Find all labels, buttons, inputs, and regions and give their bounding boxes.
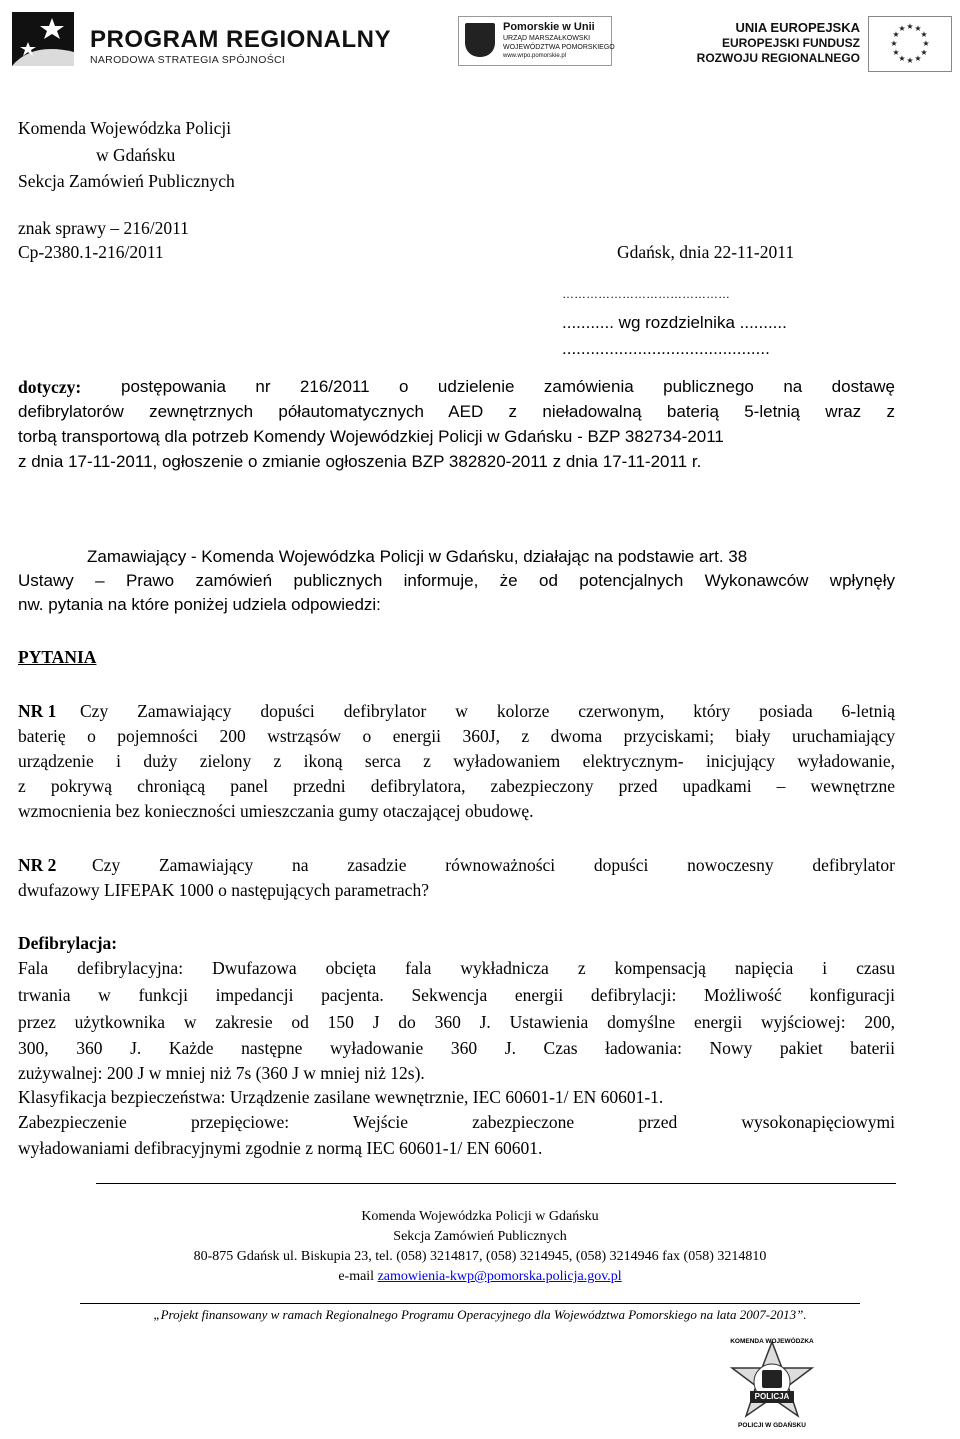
- case-label: znak sprawy – 216/2011: [18, 218, 189, 238]
- case-ref: Cp-2380.1-216/2011: [18, 242, 164, 262]
- pomorskie-title: Pomorskie w Unii: [503, 21, 595, 33]
- eu-flag-icon: [868, 16, 952, 72]
- defib-line8: wyładowaniami defibracyjnymi zgodnie z normą IEC 60601-1/ EN 60601.: [18, 1138, 543, 1158]
- svg-text:★: ★: [914, 54, 922, 63]
- q1-line3: urządzenie i duży zielony z ikoną serca z wyładowaniem elektrycznym- inicjujący wyładowanie,: [18, 751, 895, 771]
- footer-email-label: e-mail: [338, 1269, 378, 1284]
- ue-line3: ROZWOJU REGIONALNEGO: [696, 51, 860, 65]
- q2-line1: Czy Zamawiający na zasadzie równoważności dopuści nowoczesny defibrylator: [92, 855, 895, 875]
- police-star-icon: [726, 1338, 818, 1434]
- intro-line1: Zamawiający - Komenda Wojewódzka Policji w Gdańsku, działając na podstawie art. 38: [87, 547, 748, 566]
- svg-text:★: ★: [922, 39, 930, 48]
- intro-line2: Ustawy – Prawo zamówień publicznych informuje, że od potencjalnych Wykonawców wpłynęły: [18, 571, 895, 590]
- defib-heading: Defibrylacja:: [18, 933, 118, 953]
- program-subtitle: NARODOWA STRATEGIA SPÓJNOŚCI: [90, 54, 286, 66]
- svg-text:★: ★: [914, 24, 922, 33]
- footer-divider-2: [80, 1303, 860, 1304]
- griffin-shield-icon: [465, 23, 495, 57]
- footer-line1: Komenda Wojewódzka Policji w Gdańsku: [361, 1209, 599, 1224]
- q1-line1: Czy Zamawiający dopuści defibrylator w kolorze czerwonym, który posiada 6-letnią: [80, 701, 895, 721]
- q1-line2: baterię o pojemności 200 wstrząsów o energii 360J, z dwoma przyciskami; biały uruchamiający: [18, 726, 895, 746]
- q1-line5: wzmocnienia bez konieczności umieszczania gumy otaczającej obudowę.: [18, 801, 534, 821]
- pomorskie-logo: [458, 16, 615, 66]
- pomorskie-url: www.wrpo.pomorskie.pl: [503, 53, 567, 59]
- svg-text:★: ★: [920, 30, 928, 39]
- q1-line4: z pokrywą chroniącą panel przedni defibrylatora, zabezpieczony przed upadkami – wewnętrzne: [18, 776, 895, 796]
- footer-email-link[interactable]: zamowienia-kwp@pomorska.policja.gov.pl: [377, 1269, 622, 1284]
- svg-text:★: ★: [906, 56, 914, 65]
- police-badge-logo: [726, 1338, 818, 1434]
- subject-label: dotyczy:: [18, 377, 82, 397]
- eu-logo: [696, 12, 952, 72]
- badge-bottom-text: POLICJI W GDAŃSKU: [738, 1422, 806, 1429]
- subject-line4: z dnia 17-11-2011, ogłoszenie o zmianie ogłoszenia BZP 382820-2011 z dnia 17-11-2011 r.: [18, 452, 702, 471]
- q2-line2: dwufazowy LIFEPAK 1000 o następujących parametrach?: [18, 880, 429, 900]
- pomorskie-line1: URZĄD MARSZAŁKOWSKI: [503, 35, 591, 42]
- footer-divider: [96, 1183, 896, 1184]
- footer-email-row: [0, 1268, 960, 1286]
- questions-heading: PYTANIA: [18, 647, 97, 667]
- defib-line3: przez użytkownika w zakresie od 150 J do 360 J. Ustawienia domyślne energii wyjściowej: 200,: [18, 1012, 895, 1032]
- defib-line1: Fala defibrylacyjna: Dwufazowa obcięta fala wykładnicza z kompensacją napięcia i czasu: [18, 958, 895, 978]
- recipient-dots-bottom: ............................................: [562, 339, 770, 358]
- svg-text:★: ★: [892, 48, 900, 57]
- pomorskie-line2: WOJEWÓDZTWA POMORSKIEGO: [503, 44, 615, 51]
- sender-line2: w Gdańsku: [96, 145, 176, 165]
- defib-line4: 300, 360 J. Każde następne wyładowanie 360 J. Czas ładowania: Nowy pakiet baterii: [18, 1038, 895, 1058]
- ue-line2: EUROPEJSKI FUNDUSZ: [721, 36, 860, 50]
- badge-label: POLICJA: [750, 1391, 794, 1403]
- svg-text:★: ★: [920, 48, 928, 57]
- sender-line1: Komenda Wojewódzka Policji: [18, 118, 232, 138]
- q1-label: NR 1: [18, 701, 57, 721]
- footer-project-note: „Projekt finansowany w ramach Regionalnego Programu Operacyjnego dla Województwa Pomorskiego na lata 2007-2013”.: [153, 1307, 807, 1322]
- case-date: Gdańsk, dnia 22-11-2011: [617, 242, 795, 262]
- subject-line3: torbą transportową dla potrzeb Komendy Wojewódzkiej Policji w Gdańsku - BZP 382734-2011: [18, 427, 724, 446]
- svg-text:★: ★: [906, 22, 914, 31]
- subject-line1: postępowania nr 216/2011 o udzielenie zamówienia publicznego na dostawę: [121, 377, 895, 396]
- svg-text:★: ★: [898, 24, 906, 33]
- footer-line2: Sekcja Zamówień Publicznych: [393, 1229, 567, 1244]
- badge-top-text: KOMENDA WOJEWÓDZKA: [730, 1338, 814, 1345]
- defib-line6: Klasyfikacja bezpieczeństwa: Urządzenie zasilane wewnętrznie, IEC 60601-1/ EN 60601-1.: [18, 1087, 664, 1107]
- svg-text:★: ★: [898, 54, 906, 63]
- program-regionalny-logo: [12, 10, 392, 68]
- ue-line1: UNIA EUROPEJSKA: [735, 20, 860, 35]
- footer-address: 80-875 Gdańsk ul. Biskupia 23, tel. (058) 3214817, (058) 3214945, (058) 3214946 fax (058) 3214810: [193, 1249, 767, 1264]
- svg-text:★: ★: [892, 30, 900, 39]
- sender-line3: Sekcja Zamówień Publicznych: [18, 171, 235, 191]
- defib-line2: trwania w funkcji impedancji pacjenta. Sekwencja energii defibrylacji: Możliwość konfiguracji: [18, 985, 895, 1005]
- recipient-dots-top: ……………………………………: [562, 287, 730, 301]
- q2-label: NR 2: [18, 855, 57, 875]
- program-title: PROGRAM REGIONALNY: [90, 26, 392, 53]
- subject-line2: defibrylatorów zewnętrznych półautomatycznych AED z nieładowalną baterią 5-letnią wraz z: [18, 402, 895, 421]
- svg-text:★: ★: [890, 39, 898, 48]
- defib-line5: zużywalnej: 200 J w mniej niż 7s (360 J w mniej niż 12s).: [18, 1063, 425, 1083]
- intro-line3: nw. pytania na które poniżej udziela odpowiedzi:: [18, 595, 381, 614]
- recipient-line: ........... wg rozdzielnika ..........: [562, 313, 787, 332]
- defib-line7: Zabezpieczenie przepięciowe: Wejście zabezpieczone przed wysokonapięciowymi: [18, 1112, 895, 1132]
- program-mark-icon: [12, 12, 74, 66]
